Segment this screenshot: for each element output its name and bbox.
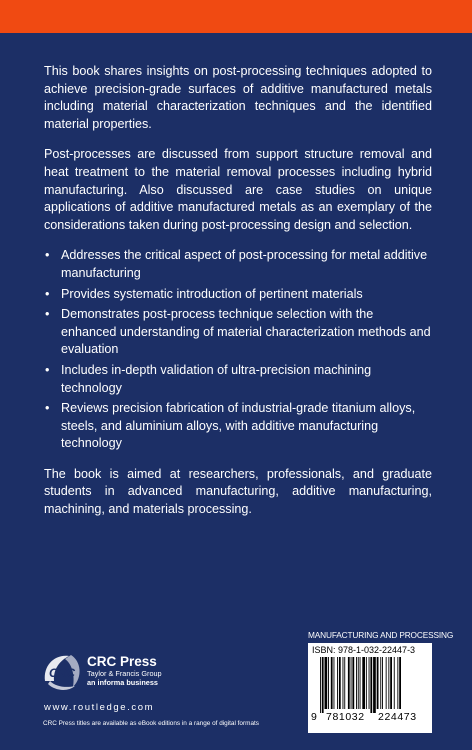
barcode-bar	[334, 657, 335, 709]
barcode-bar	[394, 657, 395, 709]
barcode-lead-digit: 9	[311, 711, 318, 723]
bullet-icon: •	[45, 248, 50, 263]
barcode-bar	[360, 657, 361, 709]
publisher-group: Taylor & Francis Group	[87, 669, 162, 678]
barcode-graphic	[320, 657, 426, 713]
publisher-business: an informa business	[87, 678, 158, 687]
top-color-band	[0, 0, 472, 33]
barcode-bar	[373, 657, 376, 713]
barcode-bar	[366, 657, 367, 709]
barcode-bar	[328, 657, 329, 709]
barcode-bar	[377, 657, 379, 709]
audience-paragraph: The book is aimed at researchers, professionals, and graduate students in advanced manufacturing, additive manufacturing, machining, and materials processing.	[44, 466, 432, 517]
barcode-bar	[320, 657, 321, 713]
barcode-bar	[358, 657, 359, 709]
bullet-icon: •	[45, 307, 50, 322]
feature-list	[44, 247, 432, 453]
barcode-bar	[325, 657, 328, 709]
publisher-block	[87, 654, 162, 687]
barcode-bar	[351, 657, 352, 709]
publisher-website: www.routledge.com	[44, 702, 155, 713]
barcode-bar	[352, 657, 354, 709]
barcode-bar	[348, 657, 350, 709]
isbn-text: ISBN: 978-1-032-22447-3	[312, 645, 416, 655]
subject-category: MANUFACTURING AND PROCESSING	[308, 630, 454, 640]
barcode-group-2: 224473	[378, 711, 417, 723]
feature-text: Includes in-depth validation of ultra-precision machining technology	[61, 362, 372, 395]
barcode-bar	[380, 657, 381, 709]
barcode-bar	[382, 657, 383, 709]
feature-text: Demonstrates post-process technique selection with the enhanced understanding of material characterization methods and evaluation	[61, 307, 431, 357]
back-cover-text	[44, 63, 432, 519]
barcode-bar	[339, 657, 341, 709]
bullet-icon: •	[45, 362, 50, 377]
barcode-bar	[370, 657, 372, 713]
barcode-bar	[343, 657, 344, 709]
feature-item	[44, 400, 432, 453]
barcode-bar	[362, 657, 365, 709]
barcode-area	[308, 630, 454, 733]
barcode-bar	[399, 657, 401, 709]
bullet-icon: •	[45, 401, 50, 416]
crc-logo-graphic	[41, 651, 83, 693]
description-paragraph-1: This book shares insights on post-processing techniques adopted to achieve precision-grade surfaces of additive manufactured metals including material characterization techniques and the identified material properties.	[44, 64, 432, 131]
bullet-icon: •	[45, 286, 50, 301]
barcode-bar	[388, 657, 389, 709]
barcode-bar	[390, 657, 392, 709]
barcode-group-1: 781032	[326, 711, 365, 723]
feature-text: Addresses the critical aspect of post-processing for metal additive manufacturing	[61, 248, 428, 280]
barcode-bar	[337, 657, 338, 709]
barcode-bar	[344, 657, 345, 709]
publisher-name: CRC Press	[87, 654, 157, 669]
barcode-bar	[397, 657, 398, 709]
ebook-note: CRC Press titles are available as eBook editions in a range of digital formats	[43, 720, 259, 727]
crc-logo-text: CRC	[49, 666, 75, 680]
barcode-bar	[322, 657, 324, 713]
feature-item	[44, 306, 432, 359]
feature-text: Provides systematic introduction of pertinent materials	[61, 286, 363, 301]
feature-item	[44, 286, 432, 304]
barcode-bar	[369, 657, 370, 709]
barcode-bar	[331, 657, 333, 709]
barcode-bar	[356, 657, 357, 709]
feature-text: Reviews precision fabrication of industrial-grade titanium alloys, steels, and aluminium alloys, with additive manufacturing technology	[61, 401, 416, 451]
barcode-box	[308, 643, 432, 733]
barcode-bar	[386, 657, 387, 709]
feature-item	[44, 362, 432, 397]
crc-logo-icon	[41, 651, 83, 693]
feature-item	[44, 247, 432, 282]
description-paragraph-2: Post-processes are discussed from support structure removal and heat treatment to the material removal processes including hybrid manufacturing. Also discussed are case studies on unique applications of additive manufactured metals as an exemplary of the considerations taken during post-processing design and selection.	[44, 147, 432, 232]
